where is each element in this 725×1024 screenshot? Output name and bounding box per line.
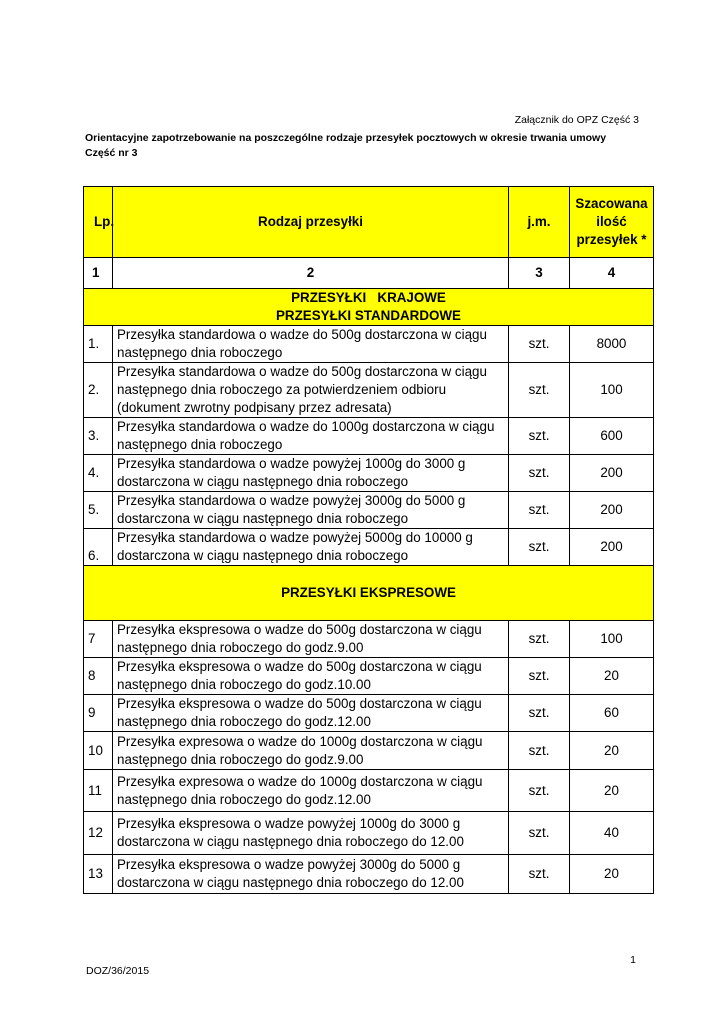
row-type-line: (dokument zwrotny podpisany przez adresata) <box>117 400 392 415</box>
section-express <box>84 566 654 621</box>
column-numbers-row <box>84 258 654 289</box>
attachment-label: Załącznik do OPZ Część 3 <box>514 114 639 126</box>
column-number: 1 <box>84 258 113 289</box>
row-type <box>113 363 509 418</box>
row-lp: 1. <box>84 326 113 363</box>
row-lp: 3. <box>84 418 113 455</box>
row-qty: 100 <box>570 621 654 658</box>
row-lp: 11 <box>84 770 113 812</box>
row-type-line: Przesyłka ekspresowa o wadze powyżej 3000g do 5000 g <box>117 857 461 872</box>
row-type-line: Przesyłka standardowa o wadze do 500g dostarczona w ciągu <box>117 364 487 379</box>
table-row <box>84 418 654 455</box>
header-qty-line-1: Szacowana <box>575 196 648 211</box>
table-row <box>84 326 654 363</box>
row-unit: szt. <box>509 621 570 658</box>
row-type-line: następnego dnia roboczego <box>117 345 283 360</box>
section-domestic-standard-cell <box>84 289 654 326</box>
row-type <box>113 770 509 812</box>
row-type-line: Przesyłka ekspresowa o wadze do 500g dostarczona w ciągu <box>117 659 482 674</box>
table-row <box>84 732 654 770</box>
row-type-line: następnego dnia roboczego do godz.10.00 <box>117 677 371 692</box>
row-type <box>113 812 509 855</box>
row-qty: 100 <box>570 363 654 418</box>
header-qty-line-3: przesyłek * <box>576 232 647 247</box>
row-type <box>113 621 509 658</box>
column-number: 2 <box>113 258 509 289</box>
row-type-line: dostarczona w ciągu następnego dnia roboczego <box>117 511 409 526</box>
row-qty: 200 <box>570 492 654 529</box>
row-qty: 20 <box>570 770 654 812</box>
table-row <box>84 658 654 695</box>
row-type-line: dostarczona w ciągu następnego dnia roboczego do 12.00 <box>117 875 464 890</box>
row-type <box>113 418 509 455</box>
row-qty: 600 <box>570 418 654 455</box>
table-row <box>84 492 654 529</box>
row-type <box>113 658 509 695</box>
row-lp: 6. <box>84 529 113 566</box>
table-row <box>84 855 654 894</box>
row-type <box>113 529 509 566</box>
column-number: 3 <box>509 258 570 289</box>
header-type: Rodzaj przesyłki <box>113 187 509 258</box>
row-type-line: Przesyłka standardowa o wadze do 500g dostarczona w ciągu <box>117 327 487 342</box>
row-qty: 200 <box>570 529 654 566</box>
row-type <box>113 732 509 770</box>
row-type-line: Przesyłka ekspresowa o wadze do 500g dostarczona w ciągu <box>117 696 482 711</box>
row-type-line: Przesyłka standardowa o wadze do 1000g dostarczona w ciągu <box>117 419 495 434</box>
table-header-row <box>84 187 654 258</box>
row-qty: 8000 <box>570 326 654 363</box>
row-type <box>113 326 509 363</box>
row-qty: 20 <box>570 732 654 770</box>
row-qty: 200 <box>570 455 654 492</box>
row-type-line: Przesyłka standardowa o wadze powyżej 5000g do 10000 g <box>117 530 473 545</box>
row-lp: 2. <box>84 363 113 418</box>
document-id: DOZ/36/2015 <box>86 965 150 977</box>
row-unit: szt. <box>509 326 570 363</box>
row-type <box>113 492 509 529</box>
row-type-line: następnego dnia roboczego za potwierdzeniem odbioru <box>117 382 447 397</box>
row-type-line: następnego dnia roboczego <box>117 437 283 452</box>
row-qty: 20 <box>570 658 654 695</box>
header-qty-line-2: ilość <box>596 214 627 229</box>
row-type-line: następnego dnia roboczego do godz.12.00 <box>117 714 371 729</box>
row-unit: szt. <box>509 529 570 566</box>
row-lp: 7 <box>84 621 113 658</box>
header-qty <box>570 187 654 258</box>
row-unit: szt. <box>509 658 570 695</box>
row-unit: szt. <box>509 770 570 812</box>
row-type <box>113 855 509 894</box>
section-title: PRZESYŁKI KRAJOWE <box>291 290 446 305</box>
row-lp: 5. <box>84 492 113 529</box>
row-unit: szt. <box>509 418 570 455</box>
row-unit: szt. <box>509 855 570 894</box>
row-type-line: Przesyłka expresowa o wadze do 1000g dostarczona w ciągu <box>117 773 483 789</box>
table-row <box>84 363 654 418</box>
section-express-title: PRZESYŁKI EKSPRESOWE <box>84 566 654 621</box>
row-type-line: następnego dnia roboczego do godz.9.00 <box>117 640 364 655</box>
intro-text <box>85 131 606 161</box>
table-row <box>84 695 654 732</box>
row-type-line: następnego dnia roboczego do godz.12.00 <box>117 791 371 807</box>
row-unit: szt. <box>509 455 570 492</box>
row-unit: szt. <box>509 695 570 732</box>
header-lp: Lp. <box>84 187 113 258</box>
row-lp: 9 <box>84 695 113 732</box>
row-type-line: następnego dnia roboczego do godz.9.00 <box>117 751 364 767</box>
row-lp: 13 <box>84 855 113 894</box>
table-row <box>84 455 654 492</box>
row-type-line: Przesyłka expresowa o wadze do 1000g dostarczona w ciągu <box>117 733 483 749</box>
table-row <box>84 529 654 566</box>
table-row <box>84 812 654 855</box>
row-unit: szt. <box>509 732 570 770</box>
page-number: 1 <box>630 954 636 966</box>
row-type <box>113 455 509 492</box>
row-qty: 20 <box>570 855 654 894</box>
column-number: 4 <box>570 258 654 289</box>
row-type-line: Przesyłka ekspresowa o wadze powyżej 1000g do 3000 g <box>117 816 461 831</box>
row-unit: szt. <box>509 812 570 855</box>
row-lp: 10 <box>84 732 113 770</box>
row-type-line: dostarczona w ciągu następnego dnia roboczego <box>117 474 409 489</box>
section-domestic-standard <box>84 289 654 326</box>
row-type-line: Przesyłka standardowa o wadze powyżej 3000g do 5000 g <box>117 493 466 508</box>
header-unit: j.m. <box>509 187 570 258</box>
row-type <box>113 695 509 732</box>
shipments-table <box>83 186 654 894</box>
row-lp: 12 <box>84 812 113 855</box>
row-lp: 4. <box>84 455 113 492</box>
row-type-line: dostarczona w ciągu następnego dnia roboczego <box>117 548 409 563</box>
table-row <box>84 621 654 658</box>
row-lp: 8 <box>84 658 113 695</box>
intro-line-2: Część nr 3 <box>85 147 138 159</box>
row-qty: 60 <box>570 695 654 732</box>
row-type-line: Przesyłka standardowa o wadze powyżej 1000g do 3000 g <box>117 456 466 471</box>
row-type-line: dostarczona w ciągu następnego dnia roboczego do 12.00 <box>117 834 464 849</box>
row-type-line: Przesyłka ekspresowa o wadze do 500g dostarczona w ciągu <box>117 622 482 637</box>
section-subtitle: PRZESYŁKI STANDARDOWE <box>276 308 461 323</box>
table-row <box>84 770 654 812</box>
intro-line-1: Orientacyjne zapotrzebowanie na poszczególne rodzaje przesyłek pocztowych w okresie trwania umowy <box>85 132 607 144</box>
row-unit: szt. <box>509 363 570 418</box>
row-unit: szt. <box>509 492 570 529</box>
row-qty: 40 <box>570 812 654 855</box>
